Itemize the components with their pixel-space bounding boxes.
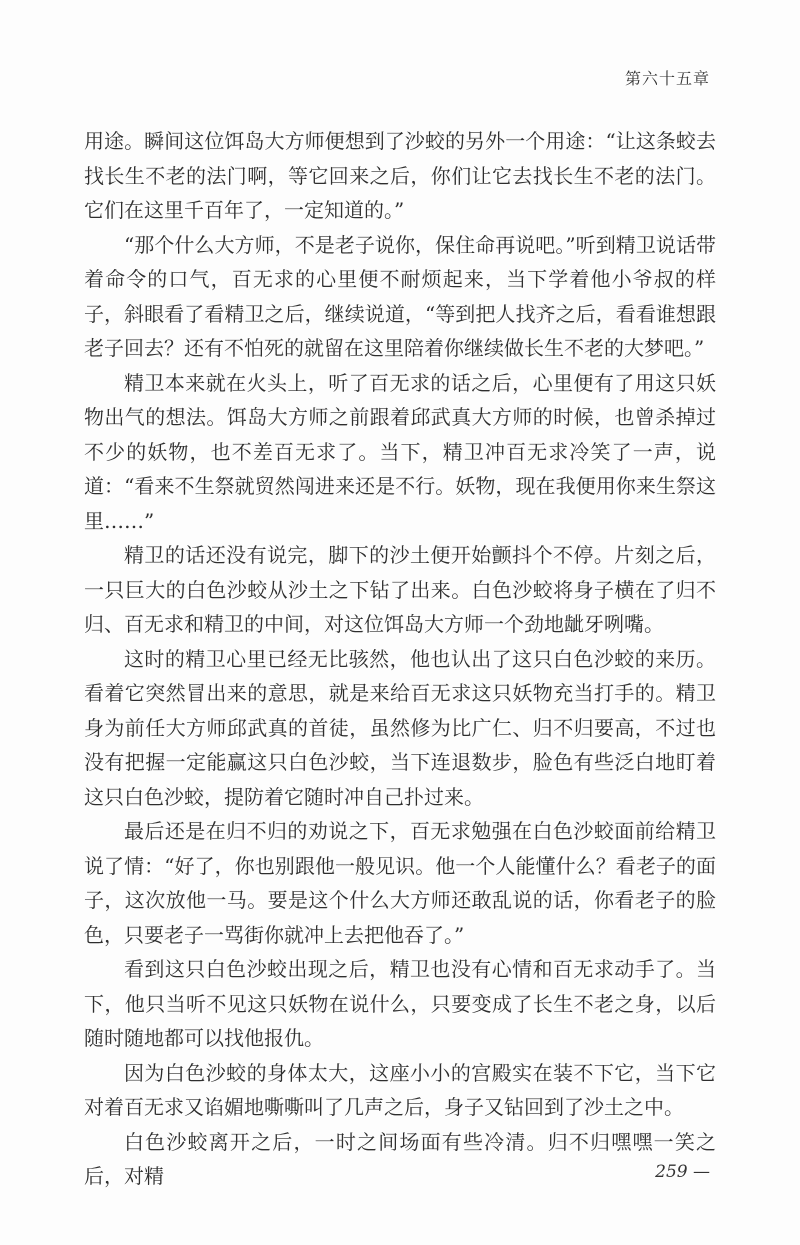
- chapter-header: 第六十五章: [624, 69, 710, 88]
- paragraph: 这时的精卫心里已经无比骇然，他也认出了这只白色沙蛟的来历。看着它突然冒出来的意思，就是来给百无求这只妖物充当打手的。精卫身为前任大方师邱武真的首徒，虽然修为比广仁、归不归要高，不过也没有把握一定能赢这只白色沙蛟，当下连退数步，脸色有些泛白地盯着这只白色沙蛟，提防着它随时冲自己扑过来。: [84, 646, 716, 809]
- paragraph: “那个什么大方师，不是老子说你，保住命再说吧。”听到精卫说话带着命令的口气，百无求的心里便不耐烦起来，当下学着他小爷叔的样子，斜眼看了看精卫之后，继续说道，“等到把人找齐之后，看看谁想跟老子回去？还有不怕死的就留在这里陪着你继续做长生不老的大梦吧。”: [84, 232, 716, 360]
- paragraph: 白色沙蛟离开之后，一时之间场面有些冷清。归不归嘿嘿一笑之后，对精: [84, 1129, 716, 1188]
- page-number: 259 —: [655, 1162, 710, 1182]
- paragraph: 最后还是在归不归的劝说之下，百无求勉强在白色沙蛟面前给精卫说了情：“好了，你也别跟他一般见识。他一个人能懂什么？看老子的面子，这次放他一马。要是这个什么大方师还敢乱说的话，你看老子的脸色，只要老子一骂街你就冲上去把他吞了。”: [84, 819, 716, 947]
- paragraph: 看到这只白色沙蛟出现之后，精卫也没有心情和百无求动手了。当下，他只当听不见这只妖物在说什么，只要变成了长生不老之身，以后随时随地都可以找他报仇。: [84, 957, 716, 1050]
- paragraph: 精卫的话还没有说完，脚下的沙土便开始颤抖个不停。片刻之后，一只巨大的白色沙蛟从沙土之下钻了出来。白色沙蛟将身子横在了归不归、百无求和精卫的中间，对这位饵岛大方师一个劲地龇牙咧嘴。: [84, 543, 716, 636]
- body-text: [84, 124, 716, 1194]
- paragraph: 因为白色沙蛟的身体太大，这座小小的宫殿实在装不下它，当下它对着百无求又谄媚地嘶嘶叫了几声之后，身子又钻回到了沙土之中。: [84, 1060, 716, 1119]
- paragraph: 精卫本来就在火头上，听了百无求的话之后，心里便有了用这只妖物出气的想法。饵岛大方师之前跟着邱武真大方师的时候，也曾杀掉过不少的妖物，也不差百无求了。当下，精卫冲百无求冷笑了一声，说道：“看来不生祭就贸然闯进来还是不行。妖物，现在我便用你来生祭这里……”: [84, 370, 716, 533]
- paragraph: 用途。瞬间这位饵岛大方师便想到了沙蛟的另外一个用途：“让这条蛟去找长生不老的法门啊，等它回来之后，你们让它去找长生不老的法门。它们在这里千百年了，一定知道的。”: [84, 129, 716, 222]
